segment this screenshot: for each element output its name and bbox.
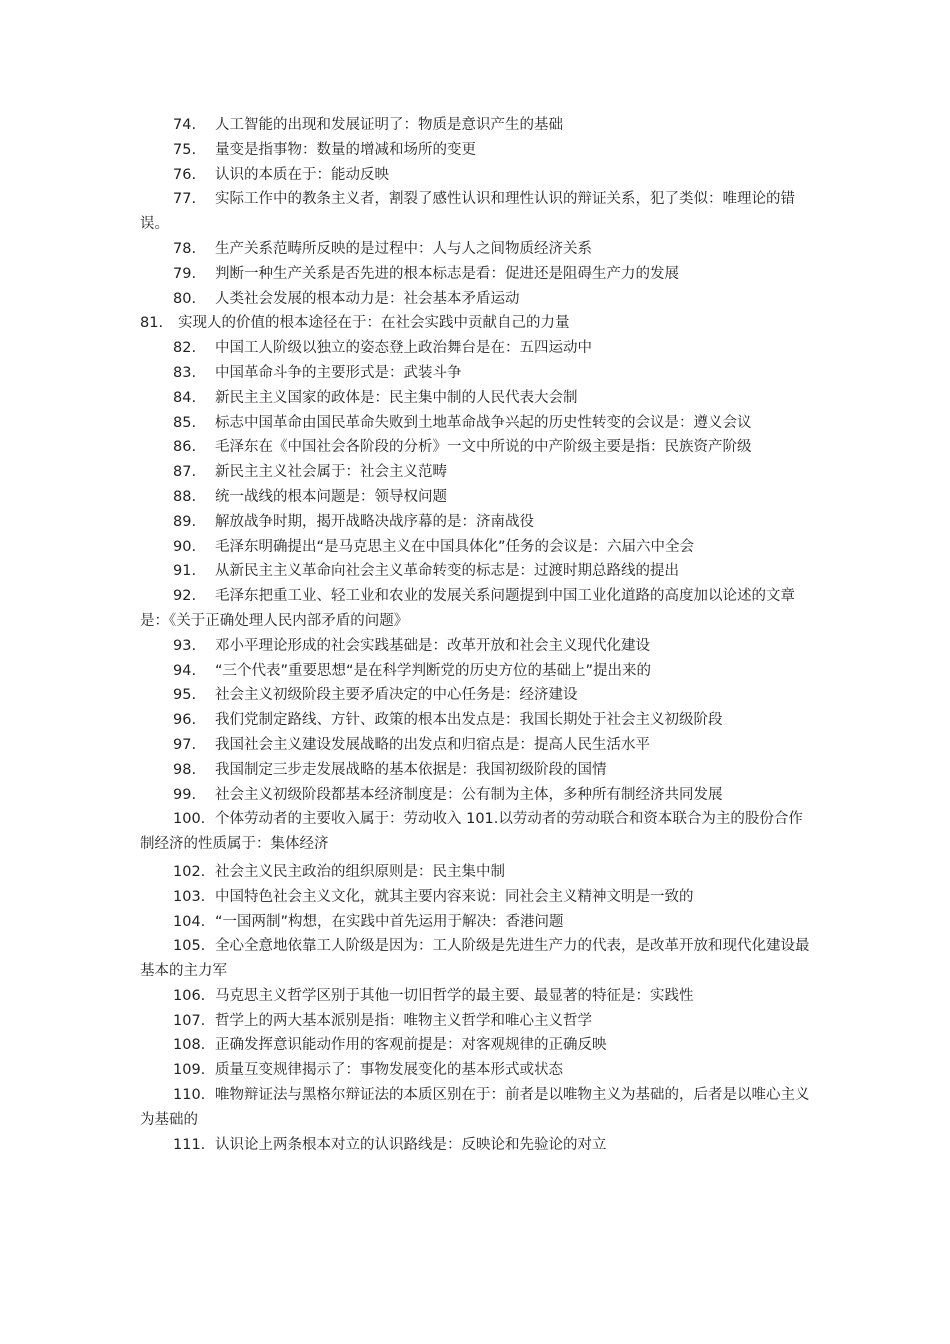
item-number: 86. <box>173 439 197 456</box>
item-number: 82. <box>173 340 197 357</box>
list-item <box>140 733 812 758</box>
item-number: 76. <box>173 166 197 183</box>
list-item <box>140 138 812 163</box>
list-item <box>140 287 812 312</box>
list-item <box>140 435 812 460</box>
list-item <box>140 885 812 910</box>
item-number: 75. <box>173 141 197 158</box>
item-text: 统一战线的根本问题是：领导权问题 <box>215 488 447 505</box>
item-number: 91. <box>173 563 197 580</box>
list-item <box>140 910 812 935</box>
list-item <box>140 708 812 733</box>
item-text: “一国两制”构想，在实践中首先运用于解决：香港问题 <box>215 913 564 930</box>
item-number: 81. <box>140 315 164 332</box>
item-number: 85. <box>173 414 197 431</box>
list-item <box>140 187 812 237</box>
item-number: 109. <box>173 1062 206 1079</box>
item-text: 毛泽东把重工业、轻工业和农业的发展关系问题提到中国工业化道路的高度加以论述的文章是：《关于正确处理人民内部矛盾的问题》 <box>140 588 795 629</box>
list-item <box>140 783 812 808</box>
list-item <box>140 386 812 411</box>
item-text: 认识的本质在于：能动反映 <box>215 166 389 183</box>
list-item <box>140 807 812 857</box>
item-number: 87. <box>173 464 197 481</box>
item-number: 102. <box>173 863 206 880</box>
item-number: 79. <box>173 265 197 282</box>
item-number: 106. <box>173 987 206 1004</box>
item-number: 104. <box>173 913 206 930</box>
list-item <box>140 336 812 361</box>
list-item <box>140 237 812 262</box>
list-item <box>140 163 812 188</box>
item-number: 88. <box>173 488 197 505</box>
item-text: 唯物辩证法与黑格尔辩证法的本质区别在于：前者是以唯物主义为基础的，后者是以唯心主义为基础的 <box>140 1087 810 1128</box>
list-item <box>140 460 812 485</box>
item-number: 94. <box>173 662 197 679</box>
item-text: 质量互变规律揭示了：事物发展变化的基本形式或状态 <box>215 1062 563 1079</box>
item-text: 实现人的价值的根本途径在于：在社会实践中贡献自己的力量 <box>178 315 570 332</box>
list-item <box>140 311 812 336</box>
item-number: 111. <box>173 1136 206 1153</box>
item-number: 100. <box>173 811 206 828</box>
list-item <box>140 1009 812 1034</box>
list-item <box>140 934 812 984</box>
item-text: 社会主义初级阶段主要矛盾决定的中心任务是：经济建设 <box>215 687 578 704</box>
item-number: 83. <box>173 364 197 381</box>
item-text: 毛泽东在《中国社会各阶段的分析》一文中所说的中产阶级主要是指：民族资产阶级 <box>215 439 752 456</box>
item-text: 社会主义民主政治的组织原则是：民主集中制 <box>215 863 505 880</box>
item-text: 解放战争时期，揭开战略决战序幕的是：济南战役 <box>215 513 534 530</box>
item-text: 生产关系范畴所反映的是过程中：人与人之间物质经济关系 <box>215 240 592 257</box>
item-number: 105. <box>173 938 206 955</box>
list-item <box>140 683 812 708</box>
item-number: 96. <box>173 712 197 729</box>
list-item <box>140 411 812 436</box>
item-number: 107. <box>173 1012 206 1029</box>
item-text: 新民主主义国家的政体是：民主集中制的人民代表大会制 <box>215 389 578 406</box>
item-text: 全心全意地依靠工人阶级是因为：工人阶级是先进生产力的代表，是改革开放和现代化建设最基本的主力军 <box>140 938 810 980</box>
list-item <box>140 1133 812 1158</box>
list-item <box>140 758 812 783</box>
list-item <box>140 1083 812 1133</box>
item-number: 89. <box>173 513 197 530</box>
question-list <box>140 113 812 1157</box>
list-item <box>140 361 812 386</box>
list-item <box>140 485 812 510</box>
item-text: 社会主义初级阶段都基本经济制度是：公有制为主体，多种所有制经济共同发展 <box>215 786 723 803</box>
list-item <box>140 559 812 584</box>
item-text: 认识论上两条根本对立的认识路线是：反映论和先验论的对立 <box>215 1136 607 1153</box>
item-number: 103. <box>173 888 206 905</box>
list-item <box>140 634 812 659</box>
item-number: 78. <box>173 240 197 257</box>
list-item <box>140 262 812 287</box>
item-text: 个体劳动者的主要收入属于：劳动收入 101.以劳动者的劳动联合和资本联合为主的股份合作制经济的性质属于：集体经济 <box>140 811 803 853</box>
item-text: 中国特色社会主义文化，就其主要内容来说：同社会主义精神文明是一致的 <box>215 888 694 905</box>
list-item <box>140 584 812 634</box>
list-item <box>140 1033 812 1058</box>
item-text: 毛泽东明确提出“是马克思主义在中国具体化”任务的会议是：六届六中全会 <box>215 538 695 555</box>
item-number: 74. <box>173 117 197 133</box>
item-number: 97. <box>173 736 197 753</box>
item-text: 实际工作中的教条主义者，割裂了感性认识和理性认识的辩证关系，犯了类似：唯理论的错误。 <box>140 191 795 233</box>
item-text: 我国社会主义建设发展战略的出发点和归宿点是：提高人民生活水平 <box>215 736 650 753</box>
list-item <box>140 535 812 560</box>
item-text: 判断一种生产关系是否先进的根本标志是看：促进还是阻碍生产力的发展 <box>215 265 679 282</box>
item-text: 我们党制定路线、方针、政策的根本出发点是：我国长期处于社会主义初级阶段 <box>215 712 723 729</box>
item-text: 正确发挥意识能动作用的客观前提是：对客观规律的正确反映 <box>215 1037 607 1054</box>
item-text: 人类社会发展的根本动力是：社会基本矛盾运动 <box>215 290 520 307</box>
list-item <box>140 659 812 684</box>
item-number: 90. <box>173 538 197 555</box>
item-text: 标志中国革命由国民革命失败到土地革命战争兴起的历史性转变的会议是：遵义会议 <box>215 414 752 431</box>
item-text: 人工智能的出现和发展证明了：物质是意识产生的基础 <box>215 117 563 133</box>
item-number: 99. <box>173 786 197 803</box>
item-text: “三个代表”重要思想“是在科学判断党的历史方位的基础上”提出来的 <box>215 662 652 679</box>
item-text: 邓小平理论形成的社会实践基础是：改革开放和社会主义现代化建设 <box>215 637 650 654</box>
item-number: 108. <box>173 1037 206 1054</box>
list-item <box>140 1058 812 1083</box>
item-text: 哲学上的两大基本派别是指：唯物主义哲学和唯心主义哲学 <box>215 1012 592 1029</box>
list-item <box>140 984 812 1009</box>
item-text: 中国革命斗争的主要形式是：武装斗争 <box>215 364 462 381</box>
list-item <box>140 113 812 138</box>
item-number: 95. <box>173 687 197 704</box>
item-number: 110. <box>173 1087 206 1104</box>
item-number: 80. <box>173 290 197 307</box>
item-text: 从新民主主义革命向社会主义革命转变的标志是：过渡时期总路线的提出 <box>215 563 679 580</box>
item-number: 98. <box>173 761 197 778</box>
item-number: 93. <box>173 637 197 654</box>
item-text: 我国制定三步走发展战略的基本依据是：我国初级阶段的国情 <box>215 761 607 778</box>
list-item <box>140 860 812 885</box>
item-text: 中国工人阶级以独立的姿态登上政治舞台是在：五四运动中 <box>215 340 592 357</box>
item-text: 马克思主义哲学区别于其他一切旧哲学的最主要、最显著的特征是：实践性 <box>215 987 694 1004</box>
item-number: 84. <box>173 389 197 406</box>
item-text: 新民主主义社会属于：社会主义范畴 <box>215 464 447 481</box>
item-number: 77. <box>173 191 197 208</box>
list-item <box>140 510 812 535</box>
item-text: 量变是指事物：数量的增减和场所的变更 <box>215 141 476 158</box>
item-number: 92. <box>173 588 197 605</box>
